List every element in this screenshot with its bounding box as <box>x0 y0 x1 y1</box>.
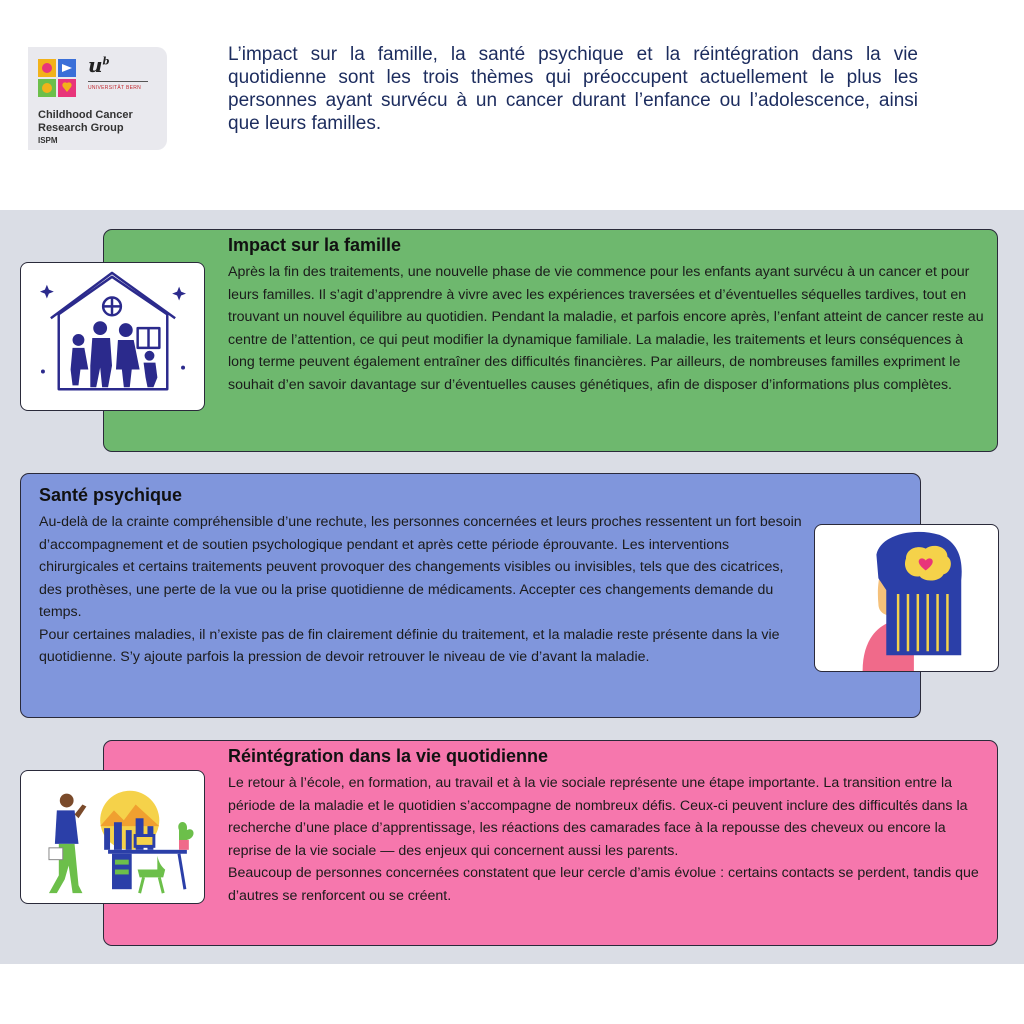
section-mental-health-card <box>20 473 921 718</box>
section-reintegration-card <box>103 740 998 946</box>
workplace-icon <box>21 771 204 903</box>
mental-health-illustration <box>814 524 999 672</box>
family-house-icon <box>21 263 204 410</box>
childhood-cancer-logo-icon <box>38 59 76 97</box>
university-logo: $u^b$ <box>88 53 110 77</box>
group-name: Childhood Cancer Research Group <box>38 109 133 134</box>
section-title: Santé psychique <box>39 485 183 505</box>
family-illustration <box>20 262 205 411</box>
institute-label: ISPM <box>38 136 58 145</box>
logo-divider <box>88 81 148 82</box>
section-body: Après la fin des traitements, une nouvelle phase de vie commence pour les enfants ayant survécu à un cancer et pour leurs familles. Il s’agit d’apprendre à vivre avec les expériences traversées et d’éventuelles séquelles tardives, tout en trouvant un nouvel équilibre au quotidien. Pendant la maladie, et parfois encore après, l’enfant atteint de cancer reste au centre de l’attention, ce qui peut modifier la dynamique familiale. La maladie, les traitements et leurs conséquences à long terme peuvent également entraîner des difficultés financières. Par ailleurs, de nombreuses familles expriment le souhait d’en savoir davantage sur d’éventuelles causes génétiques, afin de disposer d’informations plus complètes. <box>228 264 984 393</box>
university-subtext: UNIVERSITÄT BERN <box>88 85 142 91</box>
section-body: Le retour à l’école, en formation, au travail et à la vie sociale représente une étape importante. La transition entre la période de la maladie et le quotidien s’accompagne de nombreux défis. Ceux-ci peuvent inclure des difficultés dans la recherche d’une place d’apprentissage, les réactions des camarades face à la repousse des cheveux ou encore la reprise de la vie sociale — des enjeux qui concernent aussi les parents. Beaucoup de personnes concernées constatent que leur cercle d’amis évolue : certains contacts se perdent, tandis que d’autres se renforcent ou se créent. <box>228 775 979 904</box>
reintegration-illustration <box>20 770 205 904</box>
section-title: Réintégration dans la vie quotidienne <box>228 746 549 766</box>
section-family-card <box>103 229 998 452</box>
mind-heart-icon <box>815 525 998 671</box>
logo-block <box>28 47 167 150</box>
section-body: Au-delà de la crainte compréhensible d’une rechute, les personnes concernées et leurs proches ressentent un fort besoin d’accompagnement et de soutien psychologique pendant et après cette période éprouvante. Les interventions chirurgicales et certains traitements peuvent provoquer des changements visibles ou invisibles, tels que des cicatrices, des prothèses, une perte de la vue ou la prise quotidienne de médicaments. Accepter ces changements demande du temps. Pour certaines maladies, il n’existe pas de fin clairement définie du traitement, et la maladie reste présente dans la vie quotidienne. S’y ajoute parfois la pression de devoir retrouver le niveau de vie d’avant la maladie. <box>39 514 802 665</box>
section-title: Impact sur la famille <box>228 235 402 255</box>
intro-text: L’impact sur la famille, la santé psychique et la réintégration dans la vie quotidienne sont les trois thèmes qui préoccupent actuellement le plus les personnes ayant survécu à un cancer durant l’enfance ou l’adolescence, ainsi que leurs familles. <box>228 44 918 134</box>
